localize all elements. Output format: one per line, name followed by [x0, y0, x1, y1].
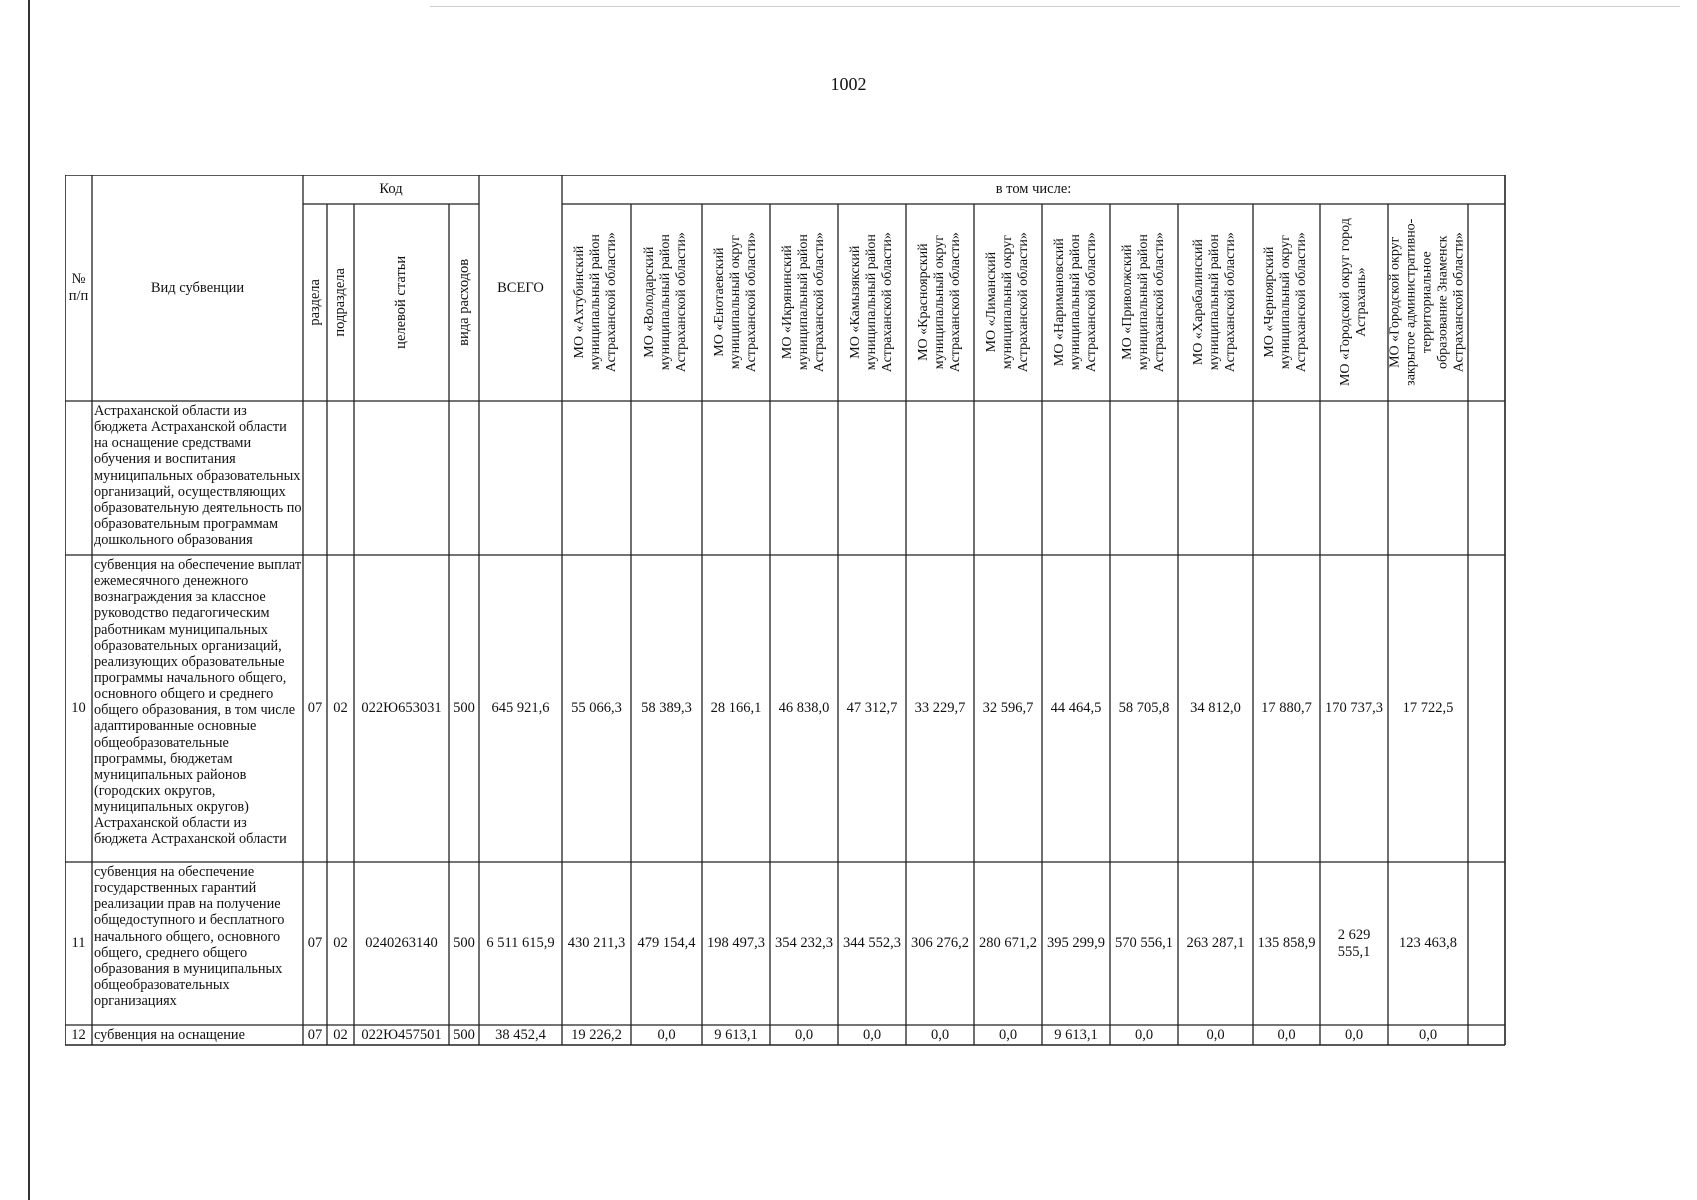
row-3-value-3: 198 497,3 — [707, 935, 765, 952]
row-3-value-4: 354 232,3 — [775, 935, 833, 952]
page-number: 1002 — [830, 74, 867, 94]
row-4-value-8: 9 613,1 — [1054, 1026, 1098, 1043]
header-expense — [449, 204, 479, 401]
header-municipality-6-text: МО «Красноярский муниципальный округ Астраханской области» — [915, 232, 964, 373]
row-4-value-2: 0,0 — [657, 1026, 676, 1043]
row-4-value-3: 9 613,1 — [714, 1026, 758, 1043]
row-3-value-2: 479 154,4 — [637, 935, 696, 952]
row-2-value-12: 170 737,3 — [1325, 700, 1383, 717]
header-municipality-2-text: МО «Володарский муниципальный район Астраханской области» — [642, 232, 690, 373]
header-municipality-3 — [702, 204, 770, 401]
row-1-value-11 — [1253, 401, 1320, 555]
row-4-value-6: 0,0 — [930, 1026, 950, 1043]
row-2-value-11: 17 880,7 — [1261, 700, 1312, 717]
header-podrazdel — [327, 204, 354, 401]
row-2-razdel: 07 — [307, 700, 323, 717]
row-4-value-9: 0,0 — [1134, 1026, 1154, 1043]
header-razdel-text: раздела — [306, 279, 323, 326]
header-podrazdel-text: подраздела — [332, 268, 349, 337]
header-type: Вид субвенции — [150, 279, 245, 296]
row-3-total: 6 511 615,9 — [486, 935, 555, 952]
row-4-target: 022Ю457501 — [361, 1026, 442, 1043]
header-razdel — [303, 204, 327, 401]
subvention-table — [65, 175, 1632, 1140]
header-municipality-1 — [562, 204, 631, 401]
row-4-podrazdel: 02 — [333, 1026, 348, 1043]
row-4-value-10: 0,0 — [1206, 1026, 1225, 1043]
row-2-value-3: 28 166,1 — [710, 700, 762, 717]
row-3-expense: 500 — [453, 935, 475, 952]
row-4-value-5: 0,0 — [862, 1026, 882, 1043]
header-municipality-4 — [770, 204, 838, 401]
header-municipality-5 — [838, 204, 906, 401]
row-2-value-2: 58 389,3 — [641, 700, 692, 717]
header-municipality-5-text: МО «Камызякский муниципальный район Астраханской области» — [847, 232, 896, 373]
row-2-podrazdel: 02 — [333, 700, 348, 717]
row-3-value-10: 263 287,1 — [1186, 935, 1245, 952]
header-municipality-6 — [906, 204, 974, 401]
row-2-value-1: 55 066,3 — [571, 700, 622, 717]
row-2-value-6: 33 229,7 — [914, 700, 966, 717]
row-2-target: 022Ю653031 — [361, 700, 442, 717]
row-3-value-1: 430 211,3 — [567, 935, 626, 952]
row-3-value-8: 395 299,9 — [1047, 935, 1105, 952]
row-3-value-12: 2 629 555,1 — [1337, 926, 1371, 960]
header-num: № п/п — [68, 271, 89, 304]
row-4-value-4: 0,0 — [794, 1026, 814, 1043]
row-1-value-2 — [631, 401, 702, 555]
row-4-total: 38 452,4 — [495, 1026, 546, 1043]
header-municipality-9 — [1110, 204, 1178, 401]
header-municipality-11 — [1253, 204, 1320, 401]
row-1-value-5 — [838, 401, 906, 555]
row-3-value-13: 123 463,8 — [1399, 935, 1457, 952]
row-3-value-7: 280 671,2 — [979, 935, 1037, 952]
row-1-value-9 — [1110, 401, 1178, 555]
row-2-num: 10 — [71, 700, 86, 717]
row-1-value-1 — [562, 401, 631, 555]
header-target-text: целевой статьи — [393, 256, 410, 349]
row-1-value-6 — [906, 401, 974, 555]
row-2-value-8: 44 464,5 — [1050, 700, 1102, 717]
header-including: в том числе: — [995, 181, 1072, 198]
row-1-value-7 — [974, 401, 1042, 555]
row-1-expense — [449, 401, 479, 555]
row-3-razdel: 07 — [307, 935, 323, 952]
row-1-description: Астраханской области из бюджета Астраханской области на оснащение средствами обучения и воспитания муниципальных образовательных организаций, осуществляющих образовательную деятельность по образовательным программам дошкольного образования — [94, 403, 302, 549]
scan-top-line — [430, 6, 1680, 7]
header-municipality-13 — [1388, 204, 1468, 401]
header-municipality-10 — [1178, 204, 1253, 401]
row-4-value-13: 0,0 — [1418, 1026, 1438, 1043]
row-1-razdel — [303, 401, 327, 555]
header-municipality-12-text: МО «Городской округ город Астрахань» — [1337, 218, 1370, 387]
header-municipality-2 — [631, 204, 702, 401]
row-2-value-7: 32 596,7 — [982, 700, 1034, 717]
header-municipality-9-text: МО «Приволжский муниципальный район Астраханской области» — [1119, 232, 1168, 373]
header-municipality-12 — [1320, 204, 1388, 401]
row-4-razdel: 07 — [307, 1026, 323, 1043]
row-2-expense: 500 — [453, 700, 475, 717]
row-2-value-10: 34 812,0 — [1190, 700, 1241, 717]
header-municipality-10-text: МО «Харабалинский муниципальный район Астраханской области» — [1191, 232, 1239, 373]
row-1-total — [479, 401, 562, 555]
row-1-podrazdel — [327, 401, 354, 555]
row-3-value-11: 135 858,9 — [1257, 935, 1316, 952]
header-municipality-1-text: МО «Ахтубинский муниципальный район Астраханской области» — [572, 232, 620, 373]
row-2-total: 645 921,6 — [491, 700, 550, 717]
row-4-expense: 500 — [453, 1026, 475, 1043]
header-municipality-7-text: МО «Лиманский муниципальный округ Астраханской области» — [983, 232, 1032, 373]
row-1-value-13 — [1388, 401, 1468, 555]
header-municipality-3-text: МО «Енотаевский муниципальный округ Астраханской области» — [711, 232, 760, 373]
row-2-value-9: 58 705,8 — [1118, 700, 1170, 717]
row-2-description: субвенция на обеспечение выплат ежемесячного денежного вознаграждения за классное руководство педагогическим работникам муниципальных образовательных организаций, реализующих образовательные программы начального общего, основного общего и среднего общего образования, в том числе адаптированные основные общеобразовательные программы, бюджетам муниципальных районов (городских округов, муниципальных округов) Астраханской области из бюджета Астраханской области — [94, 557, 302, 848]
row-3-podrazdel: 02 — [333, 935, 348, 952]
row-1-target — [354, 401, 449, 555]
row-4-description: субвенция на оснащение — [94, 1027, 245, 1043]
binding-edge-line — [28, 0, 30, 1200]
header-municipality-4-text: МО «Икрянинский муниципальный район Астраханской области» — [779, 232, 828, 373]
row-2-value-4: 46 838,0 — [778, 700, 830, 717]
header-municipality-11-text: МО «Черноярский муниципальный округ Астраханской области» — [1262, 232, 1310, 373]
row-4-num: 12 — [71, 1026, 86, 1043]
row-3-value-5: 344 552,3 — [843, 935, 901, 952]
header-municipality-13-text: МО «Городской округ закрытое административно- территориальное образование Знаменск Астраханской области» — [1387, 218, 1468, 387]
row-1-value-12 — [1320, 401, 1388, 555]
row-3-target: 0240263140 — [365, 935, 438, 952]
header-municipality-8-text: МО «Наримановский муниципальный район Астраханской области» — [1051, 232, 1100, 373]
row-4-value-7: 0,0 — [998, 1026, 1018, 1043]
row-1-value-3 — [702, 401, 770, 555]
header-expense-text: вида расходов — [455, 259, 472, 346]
row-2-value-5: 47 312,7 — [846, 700, 898, 717]
row-3-value-9: 570 556,1 — [1115, 935, 1173, 952]
header-municipality-8 — [1042, 204, 1110, 401]
row-4-value-1: 19 226,2 — [571, 1026, 622, 1043]
row-1-value-4 — [770, 401, 838, 555]
header-municipality-7 — [974, 204, 1042, 401]
row-1-value-10 — [1178, 401, 1253, 555]
row-3-description: субвенция на обеспечение государственных гарантий реализации прав на получение общедоступного и бесплатного начального общего, основного общего, среднего общего образования в муниципальных общеобразовательных организациях — [94, 864, 285, 1010]
row-2-value-13: 17 722,5 — [1402, 700, 1454, 717]
row-4-value-12: 0,0 — [1344, 1026, 1364, 1043]
row-3-value-6: 306 276,2 — [911, 935, 969, 952]
row-3-num: 11 — [71, 935, 86, 952]
row-4-value-11: 0,0 — [1277, 1026, 1296, 1043]
header-total: ВСЕГО — [497, 279, 544, 296]
header-code: Код — [379, 181, 403, 198]
row-1-num — [65, 401, 92, 555]
header-target — [354, 204, 449, 401]
row-1-value-8 — [1042, 401, 1110, 555]
